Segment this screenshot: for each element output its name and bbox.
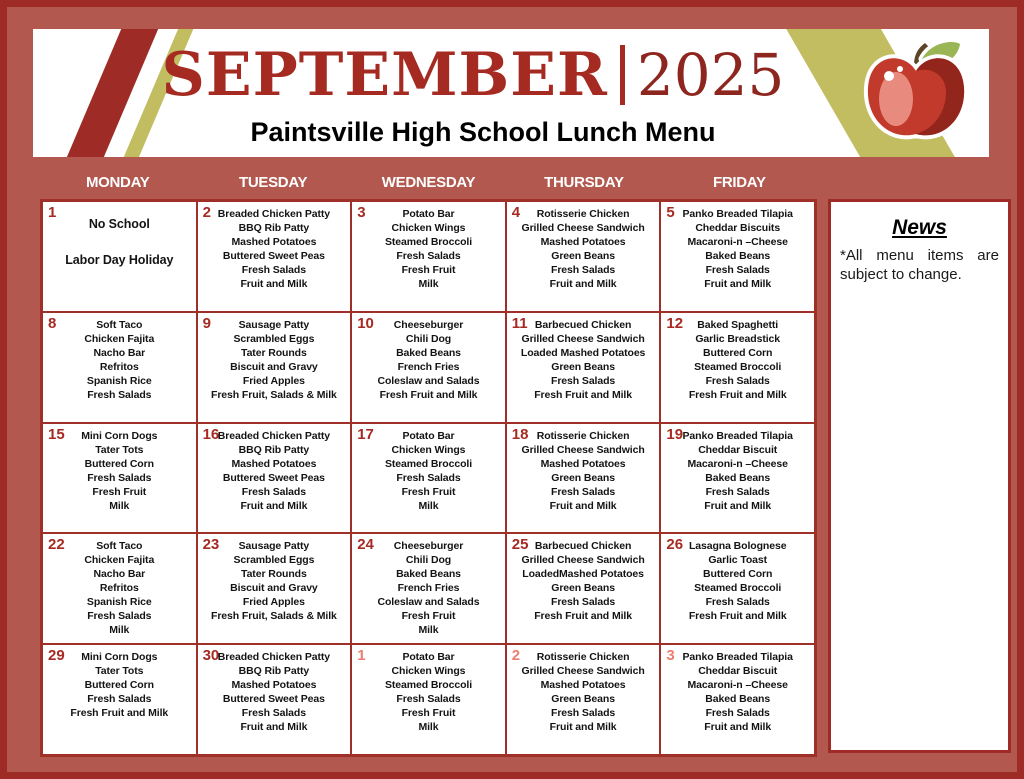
menu-line: Fresh Salads [705, 264, 770, 276]
menu-line: Fruit and Milk [549, 278, 617, 290]
menu-line: Fruit and Milk [549, 499, 617, 512]
menu-items [198, 645, 351, 734]
menu-items [43, 645, 196, 720]
menu-line: Baked Beans [705, 250, 771, 262]
weekday-header-wednesday: WEDNESDAY [381, 174, 476, 191]
menu-line: Mashed Potatoes [231, 457, 317, 470]
calendar-cell-day-10 [352, 313, 505, 422]
day-number: 24 [357, 536, 374, 554]
calendar-cell-day-23 [198, 534, 351, 643]
menu-line: Potato Bar [402, 208, 455, 220]
menu-line: Nacho Bar [93, 568, 146, 581]
day-number: 30 [202, 647, 220, 665]
menu-line: Fresh Salads [705, 374, 770, 387]
menu-line: Milk [418, 499, 439, 512]
calendar-cell-day-3 [661, 645, 814, 754]
menu-items [43, 424, 196, 513]
menu-line: Rotisserie Chicken [536, 429, 630, 442]
menu-line: Scrambled Eggs [233, 332, 315, 345]
day-number: 9 [202, 314, 211, 332]
menu-line: Soft Taco [96, 540, 143, 553]
menu-line: Mashed Potatoes [540, 457, 626, 470]
menu-line: Panko Breaded Tilapia [682, 651, 793, 664]
menu-line: Loaded Mashed Potatoes [520, 346, 646, 359]
day-number: 12 [666, 314, 684, 332]
menu-line: Mashed Potatoes [540, 236, 626, 248]
day-number: 29 [48, 647, 65, 665]
menu-line: Fresh Salads [551, 374, 616, 387]
calendar-cell-day-15 [43, 424, 196, 533]
day-number: 2 [511, 647, 521, 665]
menu-line: Garlic Breadstick [695, 332, 781, 345]
day-number: 16 [202, 425, 220, 443]
calendar-grid [40, 199, 817, 757]
menu-items [352, 645, 505, 734]
menu-line: Fresh Fruit and Milk [70, 707, 169, 720]
weekday-header-friday: FRIDAY [713, 174, 766, 191]
menu-line: Rotisserie Chicken [536, 208, 630, 220]
day-number: 3 [357, 204, 366, 221]
menu-line: Macaroni-n –Cheese [687, 679, 788, 692]
menu-line: Fruit and Milk [704, 721, 772, 734]
menu-line: Milk [109, 499, 130, 512]
menu-line: Baked Beans [705, 471, 771, 484]
menu-line: Fresh Fruit and Milk [534, 388, 632, 401]
menu-line: Milk [418, 278, 439, 290]
menu-line [45, 233, 194, 251]
news-body: *All menu items are subject to change. [840, 247, 999, 283]
menu-line: Fresh Fruit [401, 707, 456, 720]
day-number: 3 [666, 647, 675, 665]
calendar-cell-day-11 [507, 313, 660, 422]
menu-line: Labor Day Holiday [65, 253, 174, 267]
menu-line: Milk [418, 624, 439, 637]
menu-line: Milk [109, 624, 130, 637]
menu-line: Fresh Fruit and Milk [534, 610, 632, 623]
menu-line: Grilled Cheese Sandwich [521, 554, 645, 567]
menu-line: Fruit and Milk [704, 499, 772, 512]
calendar-cell-day-12 [661, 313, 814, 422]
menu-line: Fresh Salads [241, 485, 306, 498]
menu-line: French Fries [397, 582, 460, 595]
menu-line: Fresh Fruit, Salads & Milk [211, 388, 337, 401]
menu-line: Garlic Toast [708, 554, 768, 567]
menu-line: Grilled Cheese Sandwich [521, 222, 645, 234]
menu-line: Fresh Salads [705, 596, 770, 609]
menu-line: Fresh Salads [551, 707, 616, 720]
menu-line: Fresh Salads [705, 485, 770, 498]
menu-line: Biscuit and Gravy [230, 360, 318, 373]
menu-line: Steamed Broccoli [384, 236, 473, 248]
menu-line: Buttered Sweet Peas [222, 693, 325, 706]
menu-items [198, 313, 351, 402]
menu-line: Mini Corn Dogs [81, 651, 158, 664]
title-row [33, 39, 913, 111]
menu-items [43, 202, 196, 269]
menu-items [198, 202, 351, 291]
menu-line: Baked Beans [705, 693, 771, 706]
menu-line: Coleslaw and Salads [377, 596, 480, 609]
menu-items [507, 313, 660, 402]
menu-line: Fresh Fruit [401, 264, 456, 276]
calendar-cell-day-9 [198, 313, 351, 422]
menu-line: Fresh Fruit, Salads & Milk [211, 610, 337, 623]
menu-line: Fresh Salads [87, 610, 152, 623]
day-number: 1 [48, 204, 57, 221]
menu-line: Fruit and Milk [240, 278, 308, 290]
day-number: 19 [666, 425, 684, 443]
menu-line: Fruit and Milk [240, 721, 308, 734]
menu-line: Green Beans [551, 250, 615, 262]
menu-line: Chicken Wings [391, 665, 466, 678]
menu-line: Steamed Broccoli [694, 582, 782, 595]
menu-line: Mashed Potatoes [540, 679, 626, 692]
menu-line: Refritos [99, 582, 139, 595]
day-number: 26 [666, 536, 684, 554]
news-title: News [892, 216, 947, 239]
menu-items [661, 534, 814, 623]
calendar-cell-day-30 [198, 645, 351, 754]
menu-line: Steamed Broccoli [384, 679, 473, 692]
menu-line: Macaroni-n –Cheese [687, 236, 788, 248]
weekday-header-thursday: THURSDAY [544, 174, 624, 191]
menu-line: BBQ Rib Patty [238, 443, 310, 456]
menu-items [352, 424, 505, 513]
menu-line: Scrambled Eggs [233, 554, 315, 567]
menu-line: Mashed Potatoes [231, 679, 317, 692]
menu-items [661, 645, 814, 734]
menu-items [661, 202, 814, 291]
menu-line: Tater Tots [95, 665, 144, 678]
menu-line: Fresh Salads [241, 264, 306, 276]
menu-items [198, 424, 351, 513]
menu-line: Cheddar Biscuit [698, 443, 778, 456]
menu-items [507, 645, 660, 734]
calendar-cell-day-26 [661, 534, 814, 643]
menu-items [352, 202, 505, 291]
menu-items [661, 424, 814, 513]
weekday-header-row [40, 170, 817, 196]
menu-line: Macaroni-n –Cheese [687, 457, 788, 470]
menu-line: Fried Apples [242, 374, 305, 387]
calendar-cell-day-1 [352, 645, 505, 754]
menu-line: Baked Beans [396, 568, 461, 581]
menu-line: Fresh Fruit [92, 485, 147, 498]
calendar-cell-day-22 [43, 534, 196, 643]
menu-line: Cheeseburger [393, 318, 464, 331]
menu-line: Cheeseburger [393, 540, 464, 553]
weekday-header-monday: MONDAY [85, 174, 150, 191]
menu-line: Buttered Corn [703, 568, 773, 581]
menu-line: Fried Apples [242, 596, 305, 609]
menu-line: Milk [418, 721, 439, 734]
menu-items [43, 534, 196, 637]
menu-line: Potato Bar [402, 429, 455, 442]
menu-line: Green Beans [551, 471, 615, 484]
menu-line: Fresh Salads [551, 596, 616, 609]
calendar-cell-day-16 [198, 424, 351, 533]
menu-line: Biscuit and Gravy [230, 582, 318, 595]
menu-line: Green Beans [551, 582, 615, 595]
menu-line: Cheddar Biscuit [698, 665, 778, 678]
school-subtitle: Paintsville High School Lunch Menu [250, 117, 716, 147]
menu-items [507, 202, 660, 291]
menu-line: Panko Breaded Tilapia [682, 208, 793, 220]
menu-line: Chicken Fajita [84, 554, 155, 567]
menu-line: Tater Tots [95, 443, 144, 456]
menu-line: French Fries [397, 360, 460, 373]
menu-items [661, 313, 814, 402]
menu-line: Fruit and Milk [704, 278, 772, 290]
menu-items [43, 313, 196, 402]
day-number: 4 [511, 204, 521, 221]
day-number: 17 [357, 425, 374, 443]
calendar-cell-day-19 [661, 424, 814, 533]
menu-line: Sausage Patty [238, 318, 310, 331]
menu-line: Buttered Sweet Peas [222, 250, 325, 262]
menu-line: Spanish Rice [86, 374, 152, 387]
calendar-cell-day-3 [352, 202, 505, 311]
menu-line: Lasagna Bolognese [688, 540, 787, 553]
menu-line: Buttered Corn [84, 457, 154, 470]
menu-line: Mashed Potatoes [231, 236, 317, 248]
title-divider [620, 45, 625, 105]
menu-line: Chicken Wings [391, 443, 466, 456]
news-panel [828, 199, 1011, 753]
menu-line: No School [88, 217, 150, 231]
menu-items [198, 534, 351, 623]
menu-line: Grilled Cheese Sandwich [521, 665, 645, 678]
menu-line: Fresh Salads [396, 250, 461, 262]
menu-line: Grilled Cheese Sandwich [521, 443, 645, 456]
day-number: 23 [202, 536, 220, 554]
menu-line: Mini Corn Dogs [81, 429, 158, 442]
menu-line: Fruit and Milk [549, 721, 617, 734]
menu-line: Barbecued Chicken [534, 318, 632, 331]
menu-line: Refritos [99, 360, 139, 373]
calendar-cell-day-2 [507, 645, 660, 754]
day-number: 15 [48, 425, 65, 443]
menu-line: Fresh Fruit and Milk [688, 388, 787, 401]
menu-line: Baked Beans [396, 346, 461, 359]
menu-line: Buttered Corn [84, 679, 154, 692]
menu-line: Tater Rounds [241, 568, 307, 581]
menu-line: Fruit and Milk [240, 499, 308, 512]
calendar-cell-day-2 [198, 202, 351, 311]
month-title: SEPTEMBER [161, 40, 608, 110]
menu-line: Chili Dog [405, 332, 452, 345]
menu-line: Panko Breaded Tilapia [682, 429, 793, 442]
menu-line: LoadedMashed Potatoes [522, 568, 644, 581]
menu-line: Fresh Salads [87, 388, 152, 401]
menu-line: Fresh Fruit [401, 610, 456, 623]
menu-line: Tater Rounds [241, 346, 307, 359]
menu-line: Fresh Salads [87, 693, 152, 706]
day-number: 18 [511, 425, 529, 443]
menu-line: Fresh Salads [396, 471, 461, 484]
day-number: 10 [357, 314, 374, 332]
menu-line: Fresh Salads [87, 471, 152, 484]
menu-items [352, 534, 505, 637]
menu-line: Coleslaw and Salads [377, 374, 480, 387]
calendar-cell-day-18 [507, 424, 660, 533]
year-title: 2025 [636, 41, 785, 109]
calendar-cell-day-4 [507, 202, 660, 311]
menu-line: Grilled Cheese Sandwich [521, 332, 645, 345]
day-number: 2 [202, 204, 211, 221]
day-number: 1 [357, 647, 366, 665]
menu-line: Fresh Fruit and Milk [379, 388, 478, 401]
menu-line: Rotisserie Chicken [536, 651, 630, 664]
menu-line: Buttered Corn [703, 346, 773, 359]
menu-line: Cheddar Biscuits [695, 222, 781, 234]
menu-line: Fresh Salads [396, 693, 461, 706]
menu-line: Chicken Fajita [84, 332, 155, 345]
menu-line: Fresh Fruit [401, 485, 456, 498]
day-number: 22 [48, 536, 65, 554]
menu-line: Fresh Salads [705, 707, 770, 720]
header-banner [33, 29, 989, 157]
menu-line: Chili Dog [405, 554, 452, 567]
calendar-cell-day-17 [352, 424, 505, 533]
day-number: 25 [511, 536, 529, 554]
menu-line: Chicken Wings [391, 222, 466, 234]
menu-line: Soft Taco [96, 318, 143, 331]
menu-line: Fresh Salads [551, 485, 616, 498]
menu-line: Fresh Fruit and Milk [688, 610, 787, 623]
menu-line: BBQ Rib Patty [238, 222, 310, 234]
calendar-cell-day-8 [43, 313, 196, 422]
day-number: 11 [511, 314, 528, 332]
menu-line: Barbecued Chicken [534, 540, 632, 553]
menu-line: Fresh Salads [241, 707, 306, 720]
menu-items [507, 534, 660, 623]
menu-line: Green Beans [551, 360, 615, 373]
menu-line: BBQ Rib Patty [238, 665, 310, 678]
menu-line: Green Beans [551, 693, 615, 706]
menu-line: Steamed Broccoli [384, 457, 473, 470]
menu-line: Steamed Broccoli [694, 360, 782, 373]
menu-line: Sausage Patty [238, 540, 310, 553]
menu-line: Breaded Chicken Patty [217, 651, 331, 664]
calendar-cell-day-25 [507, 534, 660, 643]
day-number: 5 [666, 204, 675, 221]
menu-items [352, 313, 505, 402]
apple-icon [855, 35, 977, 153]
calendar-cell-day-29 [43, 645, 196, 754]
menu-line: Baked Spaghetti [697, 318, 779, 331]
menu-line: Nacho Bar [93, 346, 146, 359]
menu-line: Buttered Sweet Peas [222, 471, 325, 484]
calendar-cell-day-24 [352, 534, 505, 643]
menu-line: Potato Bar [402, 651, 455, 664]
day-number: 8 [48, 314, 57, 332]
menu-line: Fresh Salads [551, 264, 616, 276]
menu-line: Breaded Chicken Patty [217, 429, 331, 442]
calendar-cell-day-1 [43, 202, 196, 311]
weekday-header-tuesday: TUESDAY [239, 174, 308, 191]
menu-line: Breaded Chicken Patty [217, 208, 331, 220]
menu-line: Spanish Rice [86, 596, 152, 609]
menu-items [507, 424, 660, 513]
calendar-cell-day-5 [661, 202, 814, 311]
